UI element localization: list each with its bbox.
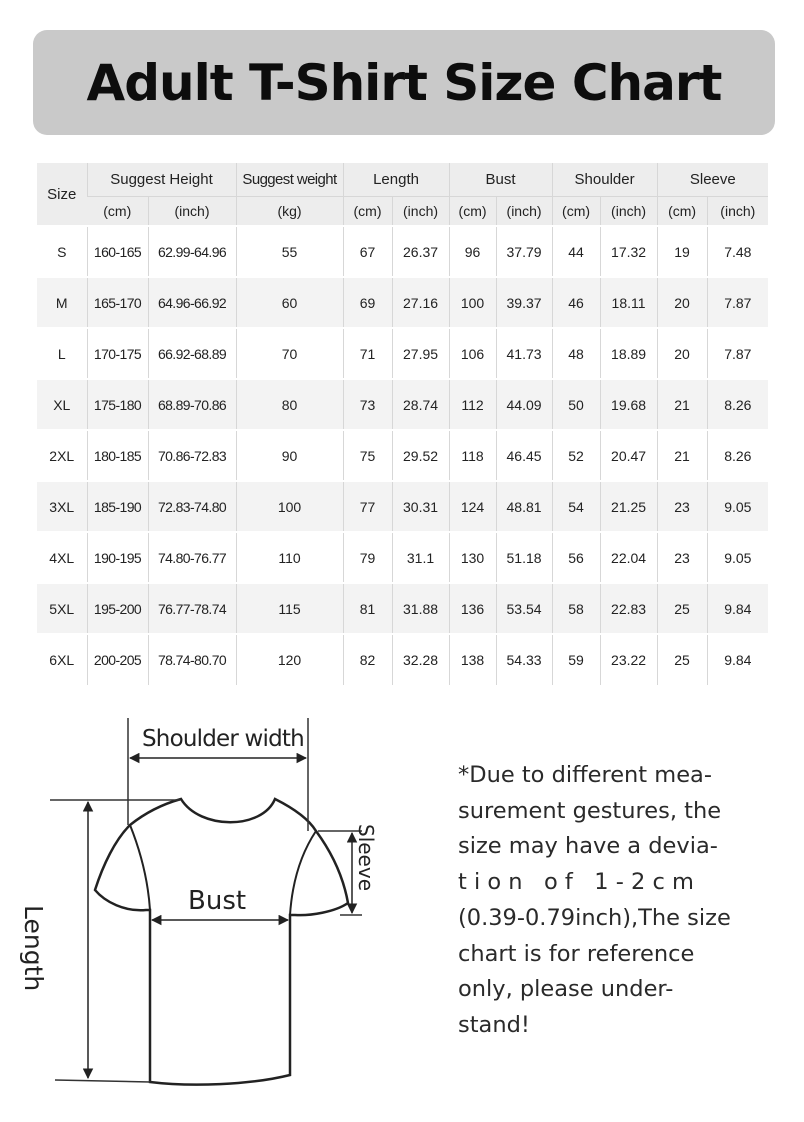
- table-cell: 9.84: [707, 634, 768, 685]
- unit-bust-cm: (cm): [449, 197, 496, 227]
- size-cell: 3XL: [49, 498, 75, 515]
- unit-bust-inch: (inch): [496, 197, 552, 227]
- table-cell: 48.81: [496, 481, 552, 532]
- table-cell: 170-175: [87, 328, 148, 379]
- table-cell: 106: [449, 328, 496, 379]
- table-cell: 136: [449, 583, 496, 634]
- note-line: only, please under-: [458, 976, 674, 1003]
- table-cell: 27.16: [392, 277, 449, 328]
- table-cell: 72.83-74.80: [148, 481, 236, 532]
- header-row-units: [37, 197, 768, 227]
- table-cell: 66.92-68.89: [148, 328, 236, 379]
- table-cell: 69: [343, 277, 392, 328]
- table-cell: 22.04: [600, 532, 657, 583]
- table-cell: 68.89-70.86: [148, 379, 236, 430]
- table-cell: 21: [657, 430, 707, 481]
- table-cell: 120: [236, 634, 343, 685]
- table-cell: 138: [449, 634, 496, 685]
- unit-shoulder-cm: (cm): [552, 197, 600, 227]
- tshirt-measurement-diagram: [0, 690, 440, 1110]
- table-cell: 195-200: [87, 583, 148, 634]
- table-cell: 56: [552, 532, 600, 583]
- table-cell: 78.74-80.70: [148, 634, 236, 685]
- table-cell: 76.77-78.74: [148, 583, 236, 634]
- table-cell: 53.54: [496, 583, 552, 634]
- table-cell: 28.74: [392, 379, 449, 430]
- table-cell: 62.99-64.96: [148, 226, 236, 277]
- note-line: t i o n o f 1 - 2 c m: [458, 869, 694, 896]
- table-cell: 7.87: [707, 328, 768, 379]
- table-cell: 51.18: [496, 532, 552, 583]
- title-banner: [33, 30, 775, 135]
- table-cell: 200-205: [87, 634, 148, 685]
- size-table-body: [37, 226, 768, 685]
- table-cell: 52: [552, 430, 600, 481]
- table-cell: 180-185: [87, 430, 148, 481]
- table-cell: 17.32: [600, 226, 657, 277]
- header-length: Length: [343, 163, 449, 197]
- table-cell: 44: [552, 226, 600, 277]
- header-sleeve: Sleeve: [657, 163, 768, 197]
- table-cell: 8.26: [707, 379, 768, 430]
- table-cell: 25: [657, 634, 707, 685]
- table-cell: 118: [449, 430, 496, 481]
- table-cell: 64.96-66.92: [148, 277, 236, 328]
- note-line: stand!: [458, 1011, 530, 1038]
- size-cell: S: [57, 243, 67, 260]
- table-cell: 31.88: [392, 583, 449, 634]
- table-cell: 96: [449, 226, 496, 277]
- table-cell: 23: [657, 481, 707, 532]
- table-cell: 23: [657, 532, 707, 583]
- table-row: [37, 634, 768, 685]
- table-cell: 18.89: [600, 328, 657, 379]
- table-cell: 7.87: [707, 277, 768, 328]
- table-cell: 81: [343, 583, 392, 634]
- table-cell: 26.37: [392, 226, 449, 277]
- table-row: [37, 532, 768, 583]
- table-cell: 90: [236, 430, 343, 481]
- table-cell: 77: [343, 481, 392, 532]
- unit-sleeve-cm: (cm): [657, 197, 707, 227]
- size-cell: 2XL: [49, 447, 75, 464]
- table-cell: 21.25: [600, 481, 657, 532]
- table-cell: 82: [343, 634, 392, 685]
- table-cell: 20.47: [600, 430, 657, 481]
- table-cell: 175-180: [87, 379, 148, 430]
- note-line: *Due to different mea-: [458, 762, 712, 788]
- note-line: (0.39-0.79inch),The size: [458, 904, 731, 931]
- table-cell: 54: [552, 481, 600, 532]
- header-bust: Bust: [449, 163, 552, 197]
- table-cell: 79: [343, 532, 392, 583]
- size-cell: 4XL: [49, 549, 75, 566]
- note-line: surement gestures, the: [458, 797, 722, 824]
- table-cell: 44.09: [496, 379, 552, 430]
- sleeve-label: Sleeve: [354, 824, 378, 892]
- table-row: [37, 583, 768, 634]
- table-cell: 59: [552, 634, 600, 685]
- unit-sleeve-inch: (inch): [707, 197, 768, 227]
- table-cell: 46: [552, 277, 600, 328]
- table-row: [37, 226, 768, 277]
- size-cell: 5XL: [49, 600, 75, 617]
- table-cell: 67: [343, 226, 392, 277]
- unit-weight-kg: (kg): [236, 197, 343, 227]
- table-cell: 31.1: [392, 532, 449, 583]
- table-cell: 60: [236, 277, 343, 328]
- table-cell: 27.95: [392, 328, 449, 379]
- deviation-note: [458, 758, 748, 1044]
- table-cell: 18.11: [600, 277, 657, 328]
- table-cell: 130: [449, 532, 496, 583]
- table-cell: 58: [552, 583, 600, 634]
- table-cell: 8.26: [707, 430, 768, 481]
- unit-shoulder-inch: (inch): [600, 197, 657, 227]
- table-cell: 9.05: [707, 481, 768, 532]
- note-line: size may have a devia-: [458, 833, 718, 860]
- table-cell: 110: [236, 532, 343, 583]
- size-cell: M: [55, 294, 68, 311]
- table-cell: 20: [657, 328, 707, 379]
- size-cell: XL: [53, 396, 71, 413]
- table-cell: 160-165: [87, 226, 148, 277]
- unit-height-inch: (inch): [148, 197, 236, 227]
- table-cell: 73: [343, 379, 392, 430]
- table-cell: 100: [236, 481, 343, 532]
- unit-height-cm: (cm): [87, 197, 148, 227]
- table-cell: 124: [449, 481, 496, 532]
- size-cell: L: [57, 345, 66, 362]
- unit-length-cm: (cm): [343, 197, 392, 227]
- table-cell: 25: [657, 583, 707, 634]
- table-cell: 190-195: [87, 532, 148, 583]
- table-row: [37, 379, 768, 430]
- header-row-groups: [37, 163, 768, 197]
- table-cell: 7.48: [707, 226, 768, 277]
- table-cell: 74.80-76.77: [148, 532, 236, 583]
- table-cell: 23.22: [600, 634, 657, 685]
- size-chart-table: [37, 163, 768, 685]
- size-cell: 6XL: [49, 652, 75, 668]
- table-cell: 75: [343, 430, 392, 481]
- header-size: Size: [47, 185, 77, 203]
- table-row: [37, 481, 768, 532]
- table-cell: 48: [552, 328, 600, 379]
- table-cell: 115: [236, 583, 343, 634]
- table-cell: 55: [236, 226, 343, 277]
- header-shoulder: Shoulder: [552, 163, 657, 197]
- table-cell: 20: [657, 277, 707, 328]
- table-cell: 71: [343, 328, 392, 379]
- table-cell: 50: [552, 379, 600, 430]
- note-line: chart is for reference: [458, 940, 695, 967]
- table-cell: 100: [449, 277, 496, 328]
- table-row: [37, 430, 768, 481]
- table-row: [37, 277, 768, 328]
- table-cell: 21: [657, 379, 707, 430]
- table-cell: 32.28: [392, 634, 449, 685]
- page-title: Adult T-Shirt Size Chart: [86, 53, 722, 112]
- table-cell: 70: [236, 328, 343, 379]
- header-suggest-weight: Suggest weight: [236, 163, 343, 197]
- table-row: [37, 328, 768, 379]
- header-suggest-height: Suggest Height: [87, 163, 236, 197]
- unit-length-inch: (inch): [392, 197, 449, 227]
- bust-label: Bust: [188, 886, 247, 916]
- table-cell: 22.83: [600, 583, 657, 634]
- table-cell: 30.31: [392, 481, 449, 532]
- shoulder-width-label: Shoulder width: [142, 726, 304, 752]
- table-cell: 29.52: [392, 430, 449, 481]
- table-cell: 41.73: [496, 328, 552, 379]
- table-cell: 9.05: [707, 532, 768, 583]
- table-cell: 54.33: [496, 634, 552, 685]
- table-cell: 19: [657, 226, 707, 277]
- table-cell: 19.68: [600, 379, 657, 430]
- length-label: Length: [19, 905, 48, 992]
- table-cell: 37.79: [496, 226, 552, 277]
- table-cell: 70.86-72.83: [148, 430, 236, 481]
- table-cell: 112: [449, 379, 496, 430]
- table-cell: 9.84: [707, 583, 768, 634]
- table-cell: 80: [236, 379, 343, 430]
- table-cell: 46.45: [496, 430, 552, 481]
- table-cell: 185-190: [87, 481, 148, 532]
- table-cell: 165-170: [87, 277, 148, 328]
- table-cell: 39.37: [496, 277, 552, 328]
